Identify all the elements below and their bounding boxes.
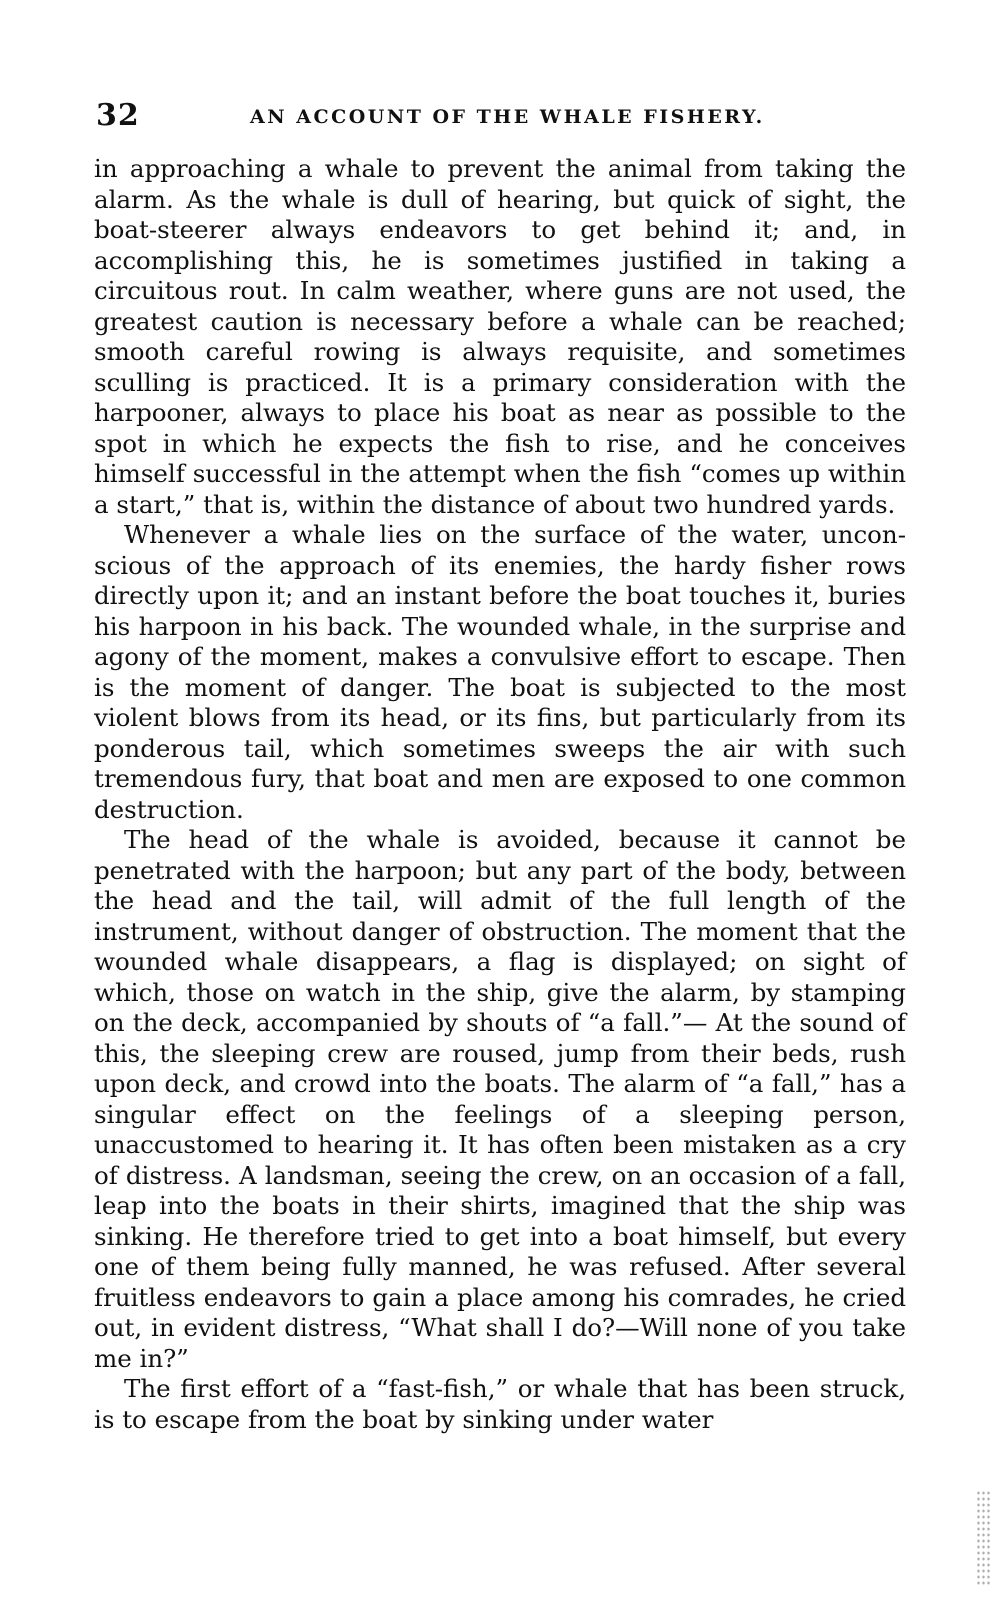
scan-edge-speckle — [976, 1490, 992, 1586]
paragraph-approaching-whale: in approaching a whale to prevent the animal from taking the alarm. As the whale is dull of hearing, but quick of sight, the boat-steerer always endeavors to get behind it; and, in accomplishing this, he is sometimes justified in taking a circuitous rout. In calm weather, where guns are not used, the greatest caution is necessary before a whale can be reached; smooth careful rowing is always requisite, and sometimes sculling is practiced. It is a primary consideration with the harpooner, always to place his boat as near as possible to the spot in which he expects the fish to rise, and he conceives himself successful in the attempt when the fish “comes up within a start,” that is, within the distance of about two hundred yards. — [94, 154, 906, 519]
paragraph-harpooning: Whenever a whale lies on the surface of the water, unconscious of the approach of its enemies, the hardy fisher rows directly upon it; and an instant before the boat touches it, buries his harpoon in his back. The wounded whale, in the surprise and agony of the moment, makes a convulsive effort to escape. Then is the moment of danger. The boat is subjected to the most violent blows from its head, or its fins, but particularly from its ponderous tail, which sometimes sweeps the air with such tremendous fury, that boat and men are exposed to one common destruction. — [94, 520, 906, 824]
running-title: AN ACCOUNT OF THE WHALE FISHERY. — [250, 106, 765, 128]
paragraph-fast-fish: The first effort of a “fast-fish,” or whale that has been struck, is to escape from the boat by sinking under water — [94, 1374, 906, 1434]
paragraph-a-fall: The head of the whale is avoided, because it cannot be penetrated with the harpoon; but any part of the body, between the head and the tail, will admit of the full length of the instrument, without danger of obstruction. The moment that the wounded whale disappears, a flag is displayed; on sight of which, those on watch in the ship, give the alarm, by stamping on the deck, accompanied by shouts of “a fall.”— At the sound of this, the sleeping crew are roused, jump from their beds, rush upon deck, and crowd into the boats. The alarm of “a fall,” has a singular effect on the feelings of a sleeping person, unaccustomed to hearing it. It has often been mistaken as a cry of distress. A landsman, seeing the crew, on an occasion of a fall, leap into the boats in their shirts, imagined that the ship was sinking. He therefore tried to get into a boat himself, but every one of them being fully manned, he was refused. After several fruitless endeavors to gain a place among his comrades, he cried out, in evident distress, “What shall I do?—Will none of you take me in?” — [94, 825, 906, 1373]
body-text — [94, 154, 906, 1435]
page-number: 32 — [96, 98, 140, 133]
running-head — [96, 98, 908, 138]
